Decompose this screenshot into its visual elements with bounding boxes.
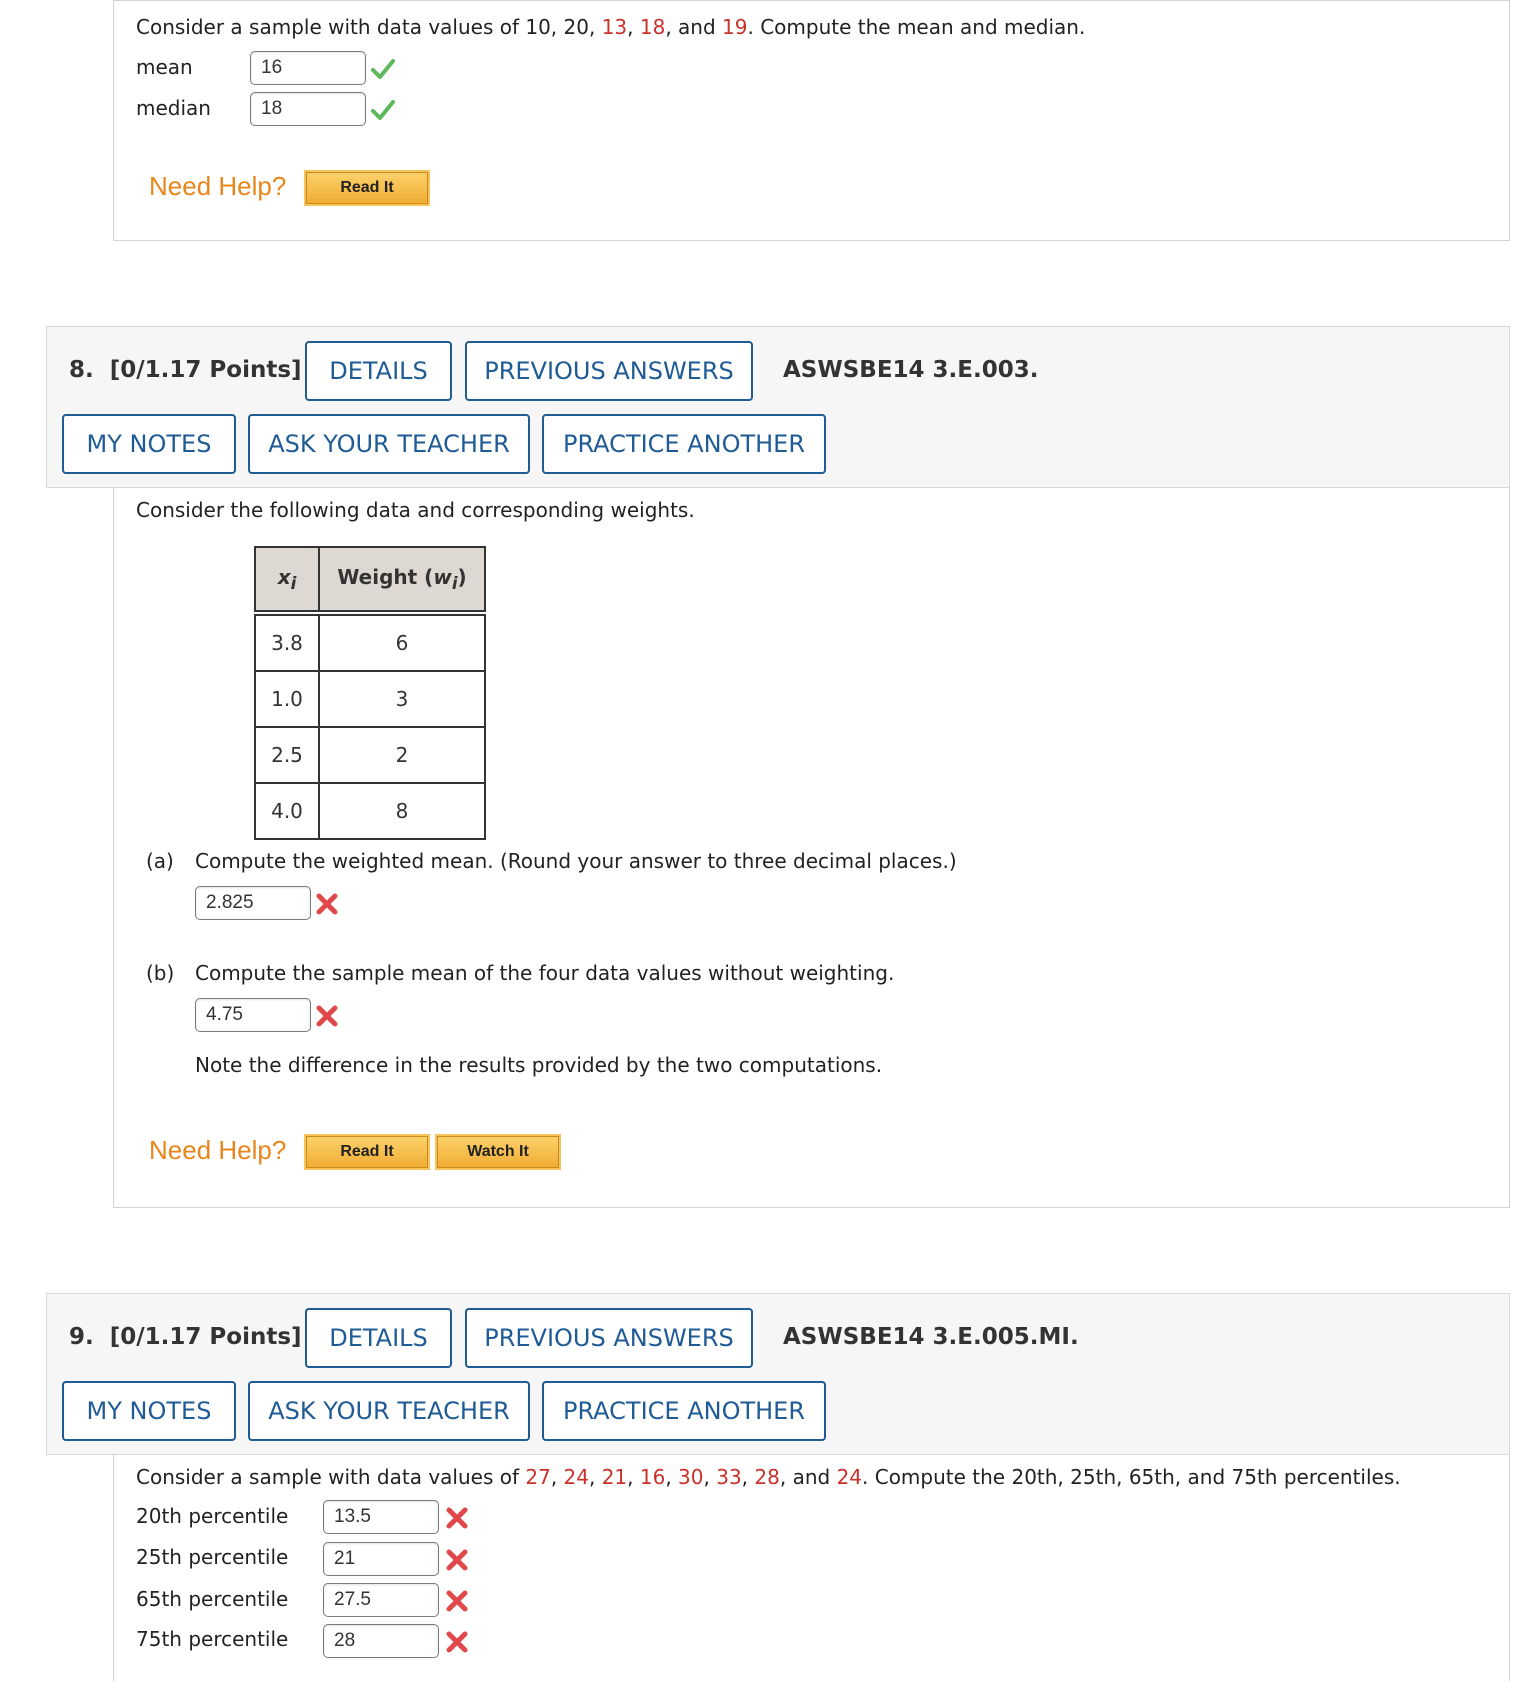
details-button[interactable]: DETAILS [305, 1308, 452, 1368]
p65-label: 65th percentile [136, 1587, 289, 1611]
p65-input[interactable]: 27.5 [323, 1583, 439, 1617]
q7-body [113, 0, 1510, 241]
question-id: ASWSBE14 3.E.003. [783, 357, 1039, 383]
cross-icon [314, 891, 340, 917]
details-button[interactable]: DETAILS [305, 341, 452, 401]
table-row [255, 671, 485, 727]
q9-value: 24 [563, 1465, 589, 1489]
cross-icon [444, 1547, 470, 1573]
table-row [255, 615, 485, 671]
my-notes-button[interactable]: MY NOTES [62, 414, 236, 474]
p75-label: 75th percentile [136, 1627, 289, 1651]
watch-it-button[interactable]: Watch It [437, 1136, 559, 1168]
q8-intro: Consider the following data and corresponding weights. [136, 498, 695, 522]
part-a-text: Compute the weighted mean. (Round your answer to three decimal places.) [195, 849, 957, 873]
previous-answers-button[interactable]: PREVIOUS ANSWERS [465, 341, 753, 401]
header-weight: Weight $(w_i)$ [319, 547, 485, 611]
practice-another-button[interactable]: PRACTICE ANOTHER [542, 414, 826, 474]
header-x: $x_i$ [255, 547, 319, 611]
need-help-label: Need Help? [149, 171, 287, 201]
need-help-label: Need Help? [149, 1135, 287, 1165]
q9-number-points: 9. [0/1.17 Points] [69, 1324, 302, 1350]
table-header-row [255, 547, 485, 611]
cross-icon [314, 1003, 340, 1029]
note-text: Note the difference in the results provided by the two computations. [195, 1053, 883, 1077]
weight-cell: 8 [319, 783, 485, 839]
check-icon [370, 56, 396, 82]
median-label: median [136, 96, 211, 120]
q9-value: 27 [525, 1465, 551, 1489]
weight-cell: 3 [319, 671, 485, 727]
q8-number-points: 8. [0/1.17 Points] [69, 357, 302, 383]
part-b-label: (b) [146, 961, 175, 985]
check-icon [370, 97, 396, 123]
part-a-label: (a) [146, 849, 174, 873]
p75-input[interactable]: 28 [323, 1624, 439, 1658]
table-row [255, 783, 485, 839]
question-id: ASWSBE14 3.E.005.MI. [783, 1324, 1079, 1350]
q9-value: 28 [754, 1465, 780, 1489]
mean-input[interactable]: 16 [250, 51, 366, 85]
ask-your-teacher-button[interactable]: ASK YOUR TEACHER [248, 414, 530, 474]
q8-header [46, 326, 1510, 488]
median-input[interactable]: 18 [250, 92, 366, 126]
x-cell: 4.0 [255, 783, 319, 839]
data-weights-table [254, 546, 486, 840]
q9-value: 16 [639, 1465, 666, 1489]
my-notes-button[interactable]: MY NOTES [62, 1381, 236, 1441]
table-row [255, 727, 485, 783]
q9-header [46, 1293, 1510, 1455]
weight-cell: 6 [319, 615, 485, 671]
p25-label: 25th percentile [136, 1545, 289, 1569]
q9-value: 33 [716, 1465, 742, 1489]
q9-value: 24 [836, 1465, 863, 1489]
weighted-mean-input[interactable]: 2.825 [195, 886, 311, 920]
practice-another-button[interactable]: PRACTICE ANOTHER [542, 1381, 826, 1441]
q7-value-13: 13 [601, 15, 628, 39]
q7-value-18: 18 [639, 15, 666, 39]
p20-input[interactable]: 13.5 [323, 1500, 439, 1534]
q8-body [113, 488, 1510, 1208]
q7-prompt: Consider a sample with data values of 10, 20, 13, 18, and 19. Compute the mean and median. [136, 15, 1086, 39]
q9-value: 21 [601, 1465, 628, 1489]
x-cell: 2.5 [255, 727, 319, 783]
q9-body [113, 1455, 1510, 1681]
cross-icon [444, 1588, 470, 1614]
mean-label: mean [136, 55, 193, 79]
sample-mean-input[interactable]: 4.75 [195, 998, 311, 1032]
weight-cell: 2 [319, 727, 485, 783]
cross-icon [444, 1505, 470, 1531]
read-it-button[interactable]: Read It [306, 1136, 428, 1168]
q7-value-19: 19 [722, 15, 748, 39]
ask-your-teacher-button[interactable]: ASK YOUR TEACHER [248, 1381, 530, 1441]
previous-answers-button[interactable]: PREVIOUS ANSWERS [465, 1308, 753, 1368]
cross-icon [444, 1629, 470, 1655]
q9-prompt: Consider a sample with data values of 27, 24, 21, 16, 30, 33, 28, and 24. Compute the 20th, 25th, 65th, and 75th percentiles. [136, 1465, 1401, 1489]
p20-label: 20th percentile [136, 1504, 289, 1528]
part-b-text: Compute the sample mean of the four data values without weighting. [195, 961, 895, 985]
q9-value: 30 [678, 1465, 704, 1489]
p25-input[interactable]: 21 [323, 1542, 439, 1576]
read-it-button[interactable]: Read It [306, 172, 428, 204]
x-cell: 3.8 [255, 615, 319, 671]
x-cell: 1.0 [255, 671, 319, 727]
